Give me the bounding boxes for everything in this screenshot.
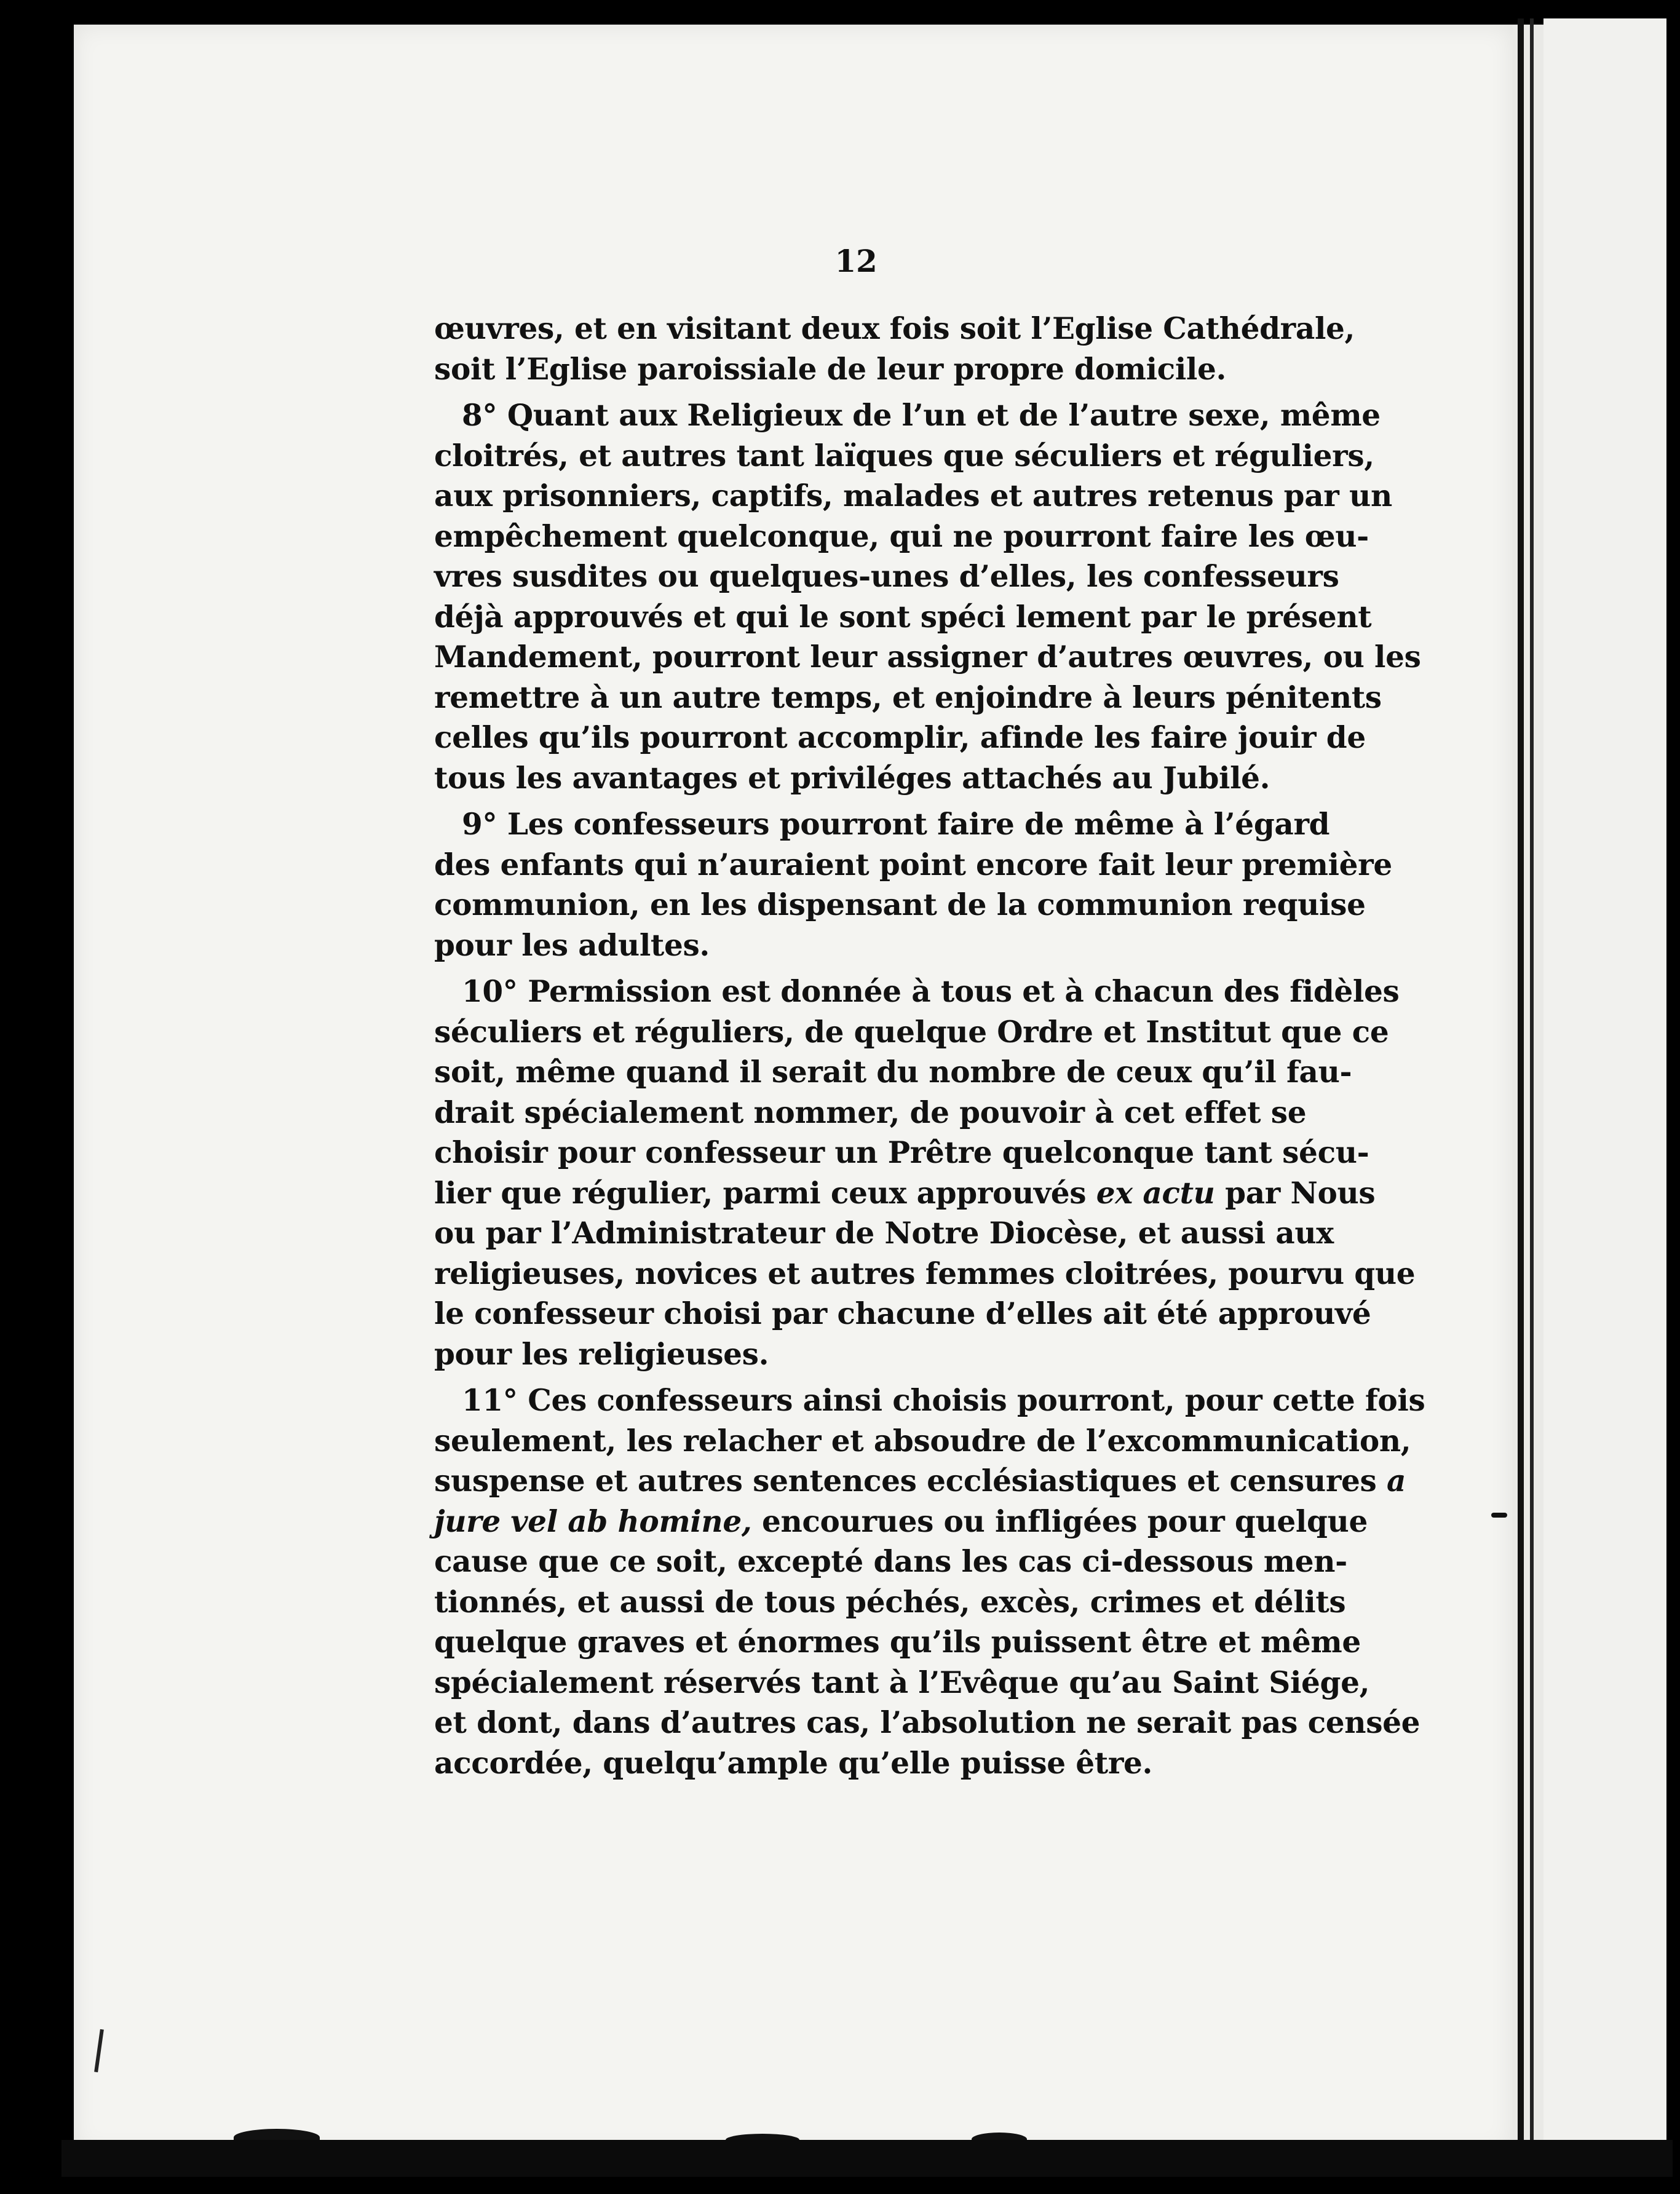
- text-segment: par Nous: [1225, 1175, 1376, 1211]
- text-line: aux prisonniers, captifs, malades et autres retenus par un: [434, 478, 1392, 513]
- text-line: seulement, les relacher et absoudre de l’excommunication,: [434, 1423, 1411, 1459]
- text-line: 8° Quant aux Religieux de l’un et de l’autre sexe, même: [462, 398, 1381, 433]
- paragraph-11: [434, 1380, 1425, 1783]
- text-line: pour les religieuses.: [434, 1336, 769, 1372]
- margin-mark: [1491, 1513, 1507, 1518]
- text-line: quelque graves et énormes qu’ils puissent être et même: [434, 1625, 1361, 1660]
- italic-latin-phrase: jure vel ab homine,: [434, 1503, 752, 1539]
- text-line: et dont, dans d’autres cas, l’absolution ne serait pas censée: [434, 1705, 1420, 1740]
- text-line: œuvres, et en visitant deux fois soit l’Eglise Cathédrale,: [434, 311, 1355, 346]
- binding-edge-line: [1518, 18, 1524, 2164]
- next-page-edge-line: [1530, 18, 1534, 2164]
- text-line-with-italic: [434, 1502, 1368, 1542]
- text-line: pour les adultes.: [434, 927, 710, 963]
- text-line: celles qu’ils pourront accomplir, afinde les faire jouir de: [434, 720, 1366, 755]
- text-line: communion, en les dispensant de la communion requise: [434, 887, 1366, 922]
- text-line: séculiers et réguliers, de quelque Ordre et Institut que ce: [434, 1014, 1389, 1050]
- text-segment: encourues ou infligées pour quelque: [761, 1503, 1368, 1539]
- text-line: 11° Ces confesseurs ainsi choisis pourront, pour cette fois: [462, 1383, 1425, 1418]
- text-line: tous les avantages et priviléges attachés au Jubilé.: [434, 760, 1270, 796]
- facing-page-strip: [1543, 18, 1666, 2164]
- text-line: empêchement quelconque, qui ne pourront faire les œu-: [434, 518, 1369, 554]
- text-line-with-italic: [434, 1461, 1406, 1502]
- text-segment: suspense et autres sentences ecclésiastiques et censures: [434, 1463, 1377, 1499]
- text-line: ou par l’Administrateur de Notre Diocèse, et aussi aux: [434, 1216, 1334, 1251]
- text-line: religieuses, novices et autres femmes cloitrées, pourvu que: [434, 1256, 1416, 1291]
- italic-latin-phrase: ex actu: [1096, 1175, 1215, 1211]
- text-line: 10° Permission est donnée à tous et à chacun des fidèles: [462, 974, 1400, 1009]
- paragraph: [434, 309, 1355, 389]
- text-line: accordée, quelqu’ample qu’elle puisse être.: [434, 1745, 1153, 1781]
- text-line: tionnés, et aussi de tous péchés, excès, crimes et délits: [434, 1584, 1346, 1620]
- paragraph-10: [434, 972, 1416, 1374]
- text-line: des enfants qui n’auraient point encore fait leur première: [434, 847, 1392, 882]
- text-line: soit l’Eglise paroissiale de leur propre domicile.: [434, 351, 1227, 387]
- italic-latin-word: a: [1387, 1463, 1406, 1499]
- paragraph-8: [434, 395, 1421, 798]
- text-line: le confesseur choisi par chacune d’elles ait été approuvé: [434, 1296, 1371, 1331]
- text-line: Mandement, pourront leur assigner d’autres œuvres, ou les: [434, 640, 1421, 675]
- text-line-with-italic: [434, 1173, 1376, 1214]
- text-line: cloitrés, et autres tant laïques que séculiers et réguliers,: [434, 438, 1374, 473]
- text-line: choisir pour confesseur un Prêtre quelconque tant sécu-: [434, 1135, 1369, 1170]
- text-line: remettre à un autre temps, et enjoindre à leurs pénitents: [434, 679, 1382, 715]
- document-text-block: [434, 243, 1425, 1783]
- text-line: déjà approuvés et qui le sont spéci lement par le présent: [434, 599, 1372, 635]
- paragraph-9: [434, 804, 1392, 965]
- page-number: 12: [834, 243, 878, 279]
- bottom-page-edge: [61, 2140, 1673, 2177]
- text-line: spécialement réservés tant à l’Evêque qu’au Saint Siége,: [434, 1665, 1370, 1700]
- text-line: 9° Les confesseurs pourront faire de même à l’égard: [462, 807, 1330, 842]
- text-line: cause que ce soit, excepté dans les cas ci-dessous men-: [434, 1544, 1347, 1579]
- text-segment: lier que régulier, parmi ceux approuvés: [434, 1175, 1087, 1211]
- text-line: drait spécialement nommer, de pouvoir à cet effet se: [434, 1095, 1307, 1130]
- text-line: soit, même quand il serait du nombre de ceux qu’il fau-: [434, 1055, 1352, 1090]
- text-line: vres susdites ou quelques-unes d’elles, les confesseurs: [434, 559, 1339, 594]
